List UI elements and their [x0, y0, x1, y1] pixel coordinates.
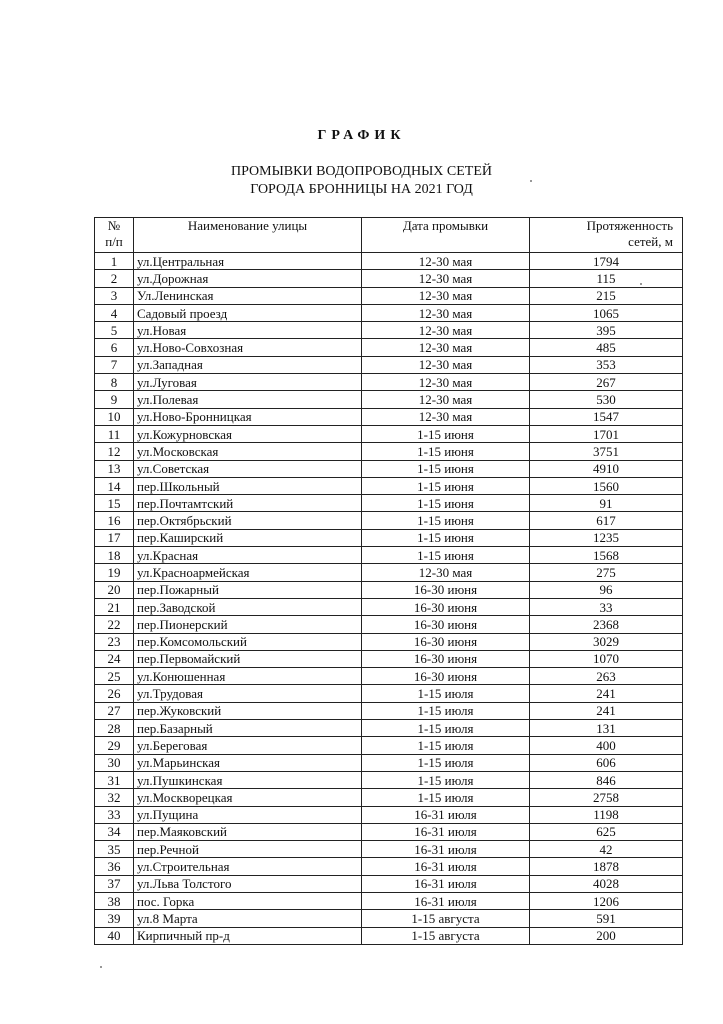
- street-name: ул.Советская: [134, 460, 362, 477]
- row-number: 4: [95, 304, 134, 321]
- flush-date: 12-30 мая: [362, 356, 530, 373]
- network-length: 3029: [530, 633, 683, 650]
- row-number: 30: [95, 754, 134, 771]
- table-row: [95, 754, 683, 771]
- flush-date: 1-15 июля: [362, 771, 530, 788]
- table-row: [95, 823, 683, 840]
- street-name: пер.Речной: [134, 841, 362, 858]
- street-name: ул.Конюшенная: [134, 668, 362, 685]
- flush-date: 12-30 мая: [362, 304, 530, 321]
- flush-date: 16-30 июня: [362, 616, 530, 633]
- flush-date: 1-15 июля: [362, 702, 530, 719]
- flush-date: 16-31 июля: [362, 806, 530, 823]
- table-row: [95, 425, 683, 442]
- network-length: 42: [530, 841, 683, 858]
- row-number: 37: [95, 875, 134, 892]
- row-number: 10: [95, 408, 134, 425]
- street-name: пер.Пионерский: [134, 616, 362, 633]
- header-number: № п/п: [95, 218, 134, 253]
- flush-date: 12-30 мая: [362, 270, 530, 287]
- network-length: 263: [530, 668, 683, 685]
- street-name: пер.Пожарный: [134, 581, 362, 598]
- network-length: 200: [530, 927, 683, 944]
- street-name: пер.Каширский: [134, 529, 362, 546]
- table-row: [95, 564, 683, 581]
- row-number: 20: [95, 581, 134, 598]
- table-row: [95, 512, 683, 529]
- flush-date: 1-15 июня: [362, 477, 530, 494]
- table-row: [95, 789, 683, 806]
- street-name: Садовый проезд: [134, 304, 362, 321]
- street-name: пер.Комсомольский: [134, 633, 362, 650]
- table-row: [95, 460, 683, 477]
- network-length: 131: [530, 720, 683, 737]
- table-row: [95, 892, 683, 909]
- row-number: 1: [95, 253, 134, 270]
- network-length: 1560: [530, 477, 683, 494]
- table-row: [95, 841, 683, 858]
- network-length: 1070: [530, 650, 683, 667]
- row-number: 36: [95, 858, 134, 875]
- flushing-schedule-table: [94, 217, 683, 945]
- flush-date: 12-30 мая: [362, 339, 530, 356]
- flush-date: 1-15 июня: [362, 512, 530, 529]
- row-number: 26: [95, 685, 134, 702]
- row-number: 18: [95, 547, 134, 564]
- street-name: пер.Заводской: [134, 598, 362, 615]
- street-name: ул.Красная: [134, 547, 362, 564]
- street-name: пер.Первомайский: [134, 650, 362, 667]
- row-number: 32: [95, 789, 134, 806]
- flush-date: 1-15 июня: [362, 529, 530, 546]
- row-number: 13: [95, 460, 134, 477]
- network-length: 530: [530, 391, 683, 408]
- row-number: 38: [95, 892, 134, 909]
- street-name: пос. Горка: [134, 892, 362, 909]
- row-number: 9: [95, 391, 134, 408]
- flush-date: 16-30 июня: [362, 650, 530, 667]
- network-length: 33: [530, 598, 683, 615]
- street-name: ул.Западная: [134, 356, 362, 373]
- flush-date: 16-30 июня: [362, 598, 530, 615]
- table-row: [95, 322, 683, 339]
- network-length: 400: [530, 737, 683, 754]
- street-name: пер.Жуковский: [134, 702, 362, 719]
- network-length: 4028: [530, 875, 683, 892]
- row-number: 40: [95, 927, 134, 944]
- row-number: 33: [95, 806, 134, 823]
- row-number: 34: [95, 823, 134, 840]
- network-length: 485: [530, 339, 683, 356]
- network-length: 591: [530, 910, 683, 927]
- street-name: ул.Строительная: [134, 858, 362, 875]
- table-row: [95, 685, 683, 702]
- table-row: [95, 547, 683, 564]
- flush-date: 12-30 мая: [362, 564, 530, 581]
- row-number: 8: [95, 374, 134, 391]
- flush-date: 1-15 июля: [362, 685, 530, 702]
- table-row: [95, 304, 683, 321]
- flush-date: 12-30 мая: [362, 322, 530, 339]
- network-length: 1701: [530, 425, 683, 442]
- row-number: 21: [95, 598, 134, 615]
- street-name: пер.Школьный: [134, 477, 362, 494]
- street-name: ул.Береговая: [134, 737, 362, 754]
- street-name: пер.Базарный: [134, 720, 362, 737]
- network-length: 275: [530, 564, 683, 581]
- scan-speck: [640, 283, 642, 285]
- street-name: ул.Луговая: [134, 374, 362, 391]
- row-number: 24: [95, 650, 134, 667]
- street-name: ул.Трудовая: [134, 685, 362, 702]
- header-street-name: Наименование улицы: [134, 218, 362, 253]
- row-number: 23: [95, 633, 134, 650]
- network-length: 1878: [530, 858, 683, 875]
- table-row: [95, 720, 683, 737]
- network-length: 3751: [530, 443, 683, 460]
- network-length: 1568: [530, 547, 683, 564]
- network-length: 617: [530, 512, 683, 529]
- scan-speck: [530, 180, 532, 182]
- network-length: 2368: [530, 616, 683, 633]
- street-name: ул.Кожурновская: [134, 425, 362, 442]
- row-number: 17: [95, 529, 134, 546]
- flush-date: 16-31 июля: [362, 892, 530, 909]
- table-row: [95, 287, 683, 304]
- street-name: ул.Красноармейская: [134, 564, 362, 581]
- row-number: 6: [95, 339, 134, 356]
- table-row: [95, 737, 683, 754]
- network-length: 4910: [530, 460, 683, 477]
- table-row: [95, 270, 683, 287]
- table-row: [95, 598, 683, 615]
- network-length: 1235: [530, 529, 683, 546]
- row-number: 31: [95, 771, 134, 788]
- flush-date: 16-30 июня: [362, 668, 530, 685]
- flush-date: 12-30 мая: [362, 408, 530, 425]
- flush-date: 16-31 июля: [362, 823, 530, 840]
- network-length: 1065: [530, 304, 683, 321]
- table-row: [95, 702, 683, 719]
- row-number: 15: [95, 495, 134, 512]
- row-number: 35: [95, 841, 134, 858]
- network-length: 241: [530, 702, 683, 719]
- street-name: ул.8 Марта: [134, 910, 362, 927]
- street-name: пер.Почтамтский: [134, 495, 362, 512]
- flush-date: 1-15 июля: [362, 789, 530, 806]
- flush-date: 1-15 июня: [362, 460, 530, 477]
- table-row: [95, 253, 683, 270]
- network-length: 846: [530, 771, 683, 788]
- network-length: 1198: [530, 806, 683, 823]
- street-name: ул.Московская: [134, 443, 362, 460]
- table-row: [95, 581, 683, 598]
- network-length: 1206: [530, 892, 683, 909]
- table-row: [95, 391, 683, 408]
- flush-date: 16-31 июля: [362, 858, 530, 875]
- table-row: [95, 495, 683, 512]
- street-name: ул.Пущина: [134, 806, 362, 823]
- table-row: [95, 806, 683, 823]
- row-number: 14: [95, 477, 134, 494]
- table-row: [95, 408, 683, 425]
- table-row: [95, 339, 683, 356]
- street-name: ул.Центральная: [134, 253, 362, 270]
- table-row: [95, 374, 683, 391]
- table-row: [95, 616, 683, 633]
- street-name: ул.Дорожная: [134, 270, 362, 287]
- network-length: 91: [530, 495, 683, 512]
- street-name: ул.Марьинская: [134, 754, 362, 771]
- network-length: 215: [530, 287, 683, 304]
- document-title: ГРАФИК: [317, 128, 406, 143]
- flush-date: 1-15 июня: [362, 547, 530, 564]
- table-body: [95, 253, 683, 945]
- flush-date: 1-15 июля: [362, 737, 530, 754]
- table-header-row: [95, 218, 683, 253]
- flush-date: 16-30 июня: [362, 581, 530, 598]
- row-number: 27: [95, 702, 134, 719]
- network-length: 267: [530, 374, 683, 391]
- network-length: 241: [530, 685, 683, 702]
- network-length: 353: [530, 356, 683, 373]
- row-number: 7: [95, 356, 134, 373]
- network-length: 606: [530, 754, 683, 771]
- network-length: 96: [530, 581, 683, 598]
- flush-date: 16-31 июля: [362, 875, 530, 892]
- network-length: 625: [530, 823, 683, 840]
- flush-date: 1-15 июня: [362, 425, 530, 442]
- table-row: [95, 650, 683, 667]
- flush-date: 1-15 августа: [362, 927, 530, 944]
- row-number: 11: [95, 425, 134, 442]
- street-name: Ул.Ленинская: [134, 287, 362, 304]
- flush-date: 12-30 мая: [362, 374, 530, 391]
- flush-date: 1-15 августа: [362, 910, 530, 927]
- scan-speck: [100, 966, 102, 968]
- table-row: [95, 668, 683, 685]
- row-number: 39: [95, 910, 134, 927]
- street-name: ул.Новая: [134, 322, 362, 339]
- table-row: [95, 477, 683, 494]
- table-row: [95, 858, 683, 875]
- table-row: [95, 529, 683, 546]
- document-subtitle-line1: ПРОМЫВКИ ВОДОПРОВОДНЫХ СЕТЕЙ: [230, 164, 493, 179]
- table-row: [95, 356, 683, 373]
- header-flush-date: Дата промывки: [362, 218, 530, 253]
- flush-date: 16-30 июня: [362, 633, 530, 650]
- flush-date: 12-30 мая: [362, 287, 530, 304]
- flush-date: 1-15 июня: [362, 495, 530, 512]
- row-number: 28: [95, 720, 134, 737]
- header-network-length: Протяженность сетей, м: [530, 218, 683, 253]
- row-number: 25: [95, 668, 134, 685]
- flush-date: 12-30 мая: [362, 253, 530, 270]
- street-name: ул.Москворецкая: [134, 789, 362, 806]
- table-row: [95, 875, 683, 892]
- row-number: 19: [95, 564, 134, 581]
- flush-date: 1-15 июня: [362, 443, 530, 460]
- document-subtitle-line2: ГОРОДА БРОННИЦЫ НА 2021 ГОД: [250, 182, 473, 197]
- table-row: [95, 633, 683, 650]
- row-number: 16: [95, 512, 134, 529]
- row-number: 3: [95, 287, 134, 304]
- row-number: 29: [95, 737, 134, 754]
- flush-date: 16-31 июля: [362, 841, 530, 858]
- flush-date: 1-15 июля: [362, 720, 530, 737]
- table-row: [95, 927, 683, 944]
- street-name: пер.Маяковский: [134, 823, 362, 840]
- network-length: 1794: [530, 253, 683, 270]
- street-name: ул.Ново-Бронницкая: [134, 408, 362, 425]
- street-name: пер.Октябрьский: [134, 512, 362, 529]
- row-number: 12: [95, 443, 134, 460]
- street-name: ул.Полевая: [134, 391, 362, 408]
- street-name: ул.Льва Толстого: [134, 875, 362, 892]
- table-row: [95, 771, 683, 788]
- network-length: 1547: [530, 408, 683, 425]
- street-name: ул.Пушкинская: [134, 771, 362, 788]
- street-name: ул.Ново-Совхозная: [134, 339, 362, 356]
- flush-date: 1-15 июля: [362, 754, 530, 771]
- table-row: [95, 910, 683, 927]
- network-length: 115: [530, 270, 683, 287]
- table-row: [95, 443, 683, 460]
- flush-date: 12-30 мая: [362, 391, 530, 408]
- row-number: 5: [95, 322, 134, 339]
- network-length: 2758: [530, 789, 683, 806]
- network-length: 395: [530, 322, 683, 339]
- row-number: 2: [95, 270, 134, 287]
- street-name: Кирпичный пр-д: [134, 927, 362, 944]
- row-number: 22: [95, 616, 134, 633]
